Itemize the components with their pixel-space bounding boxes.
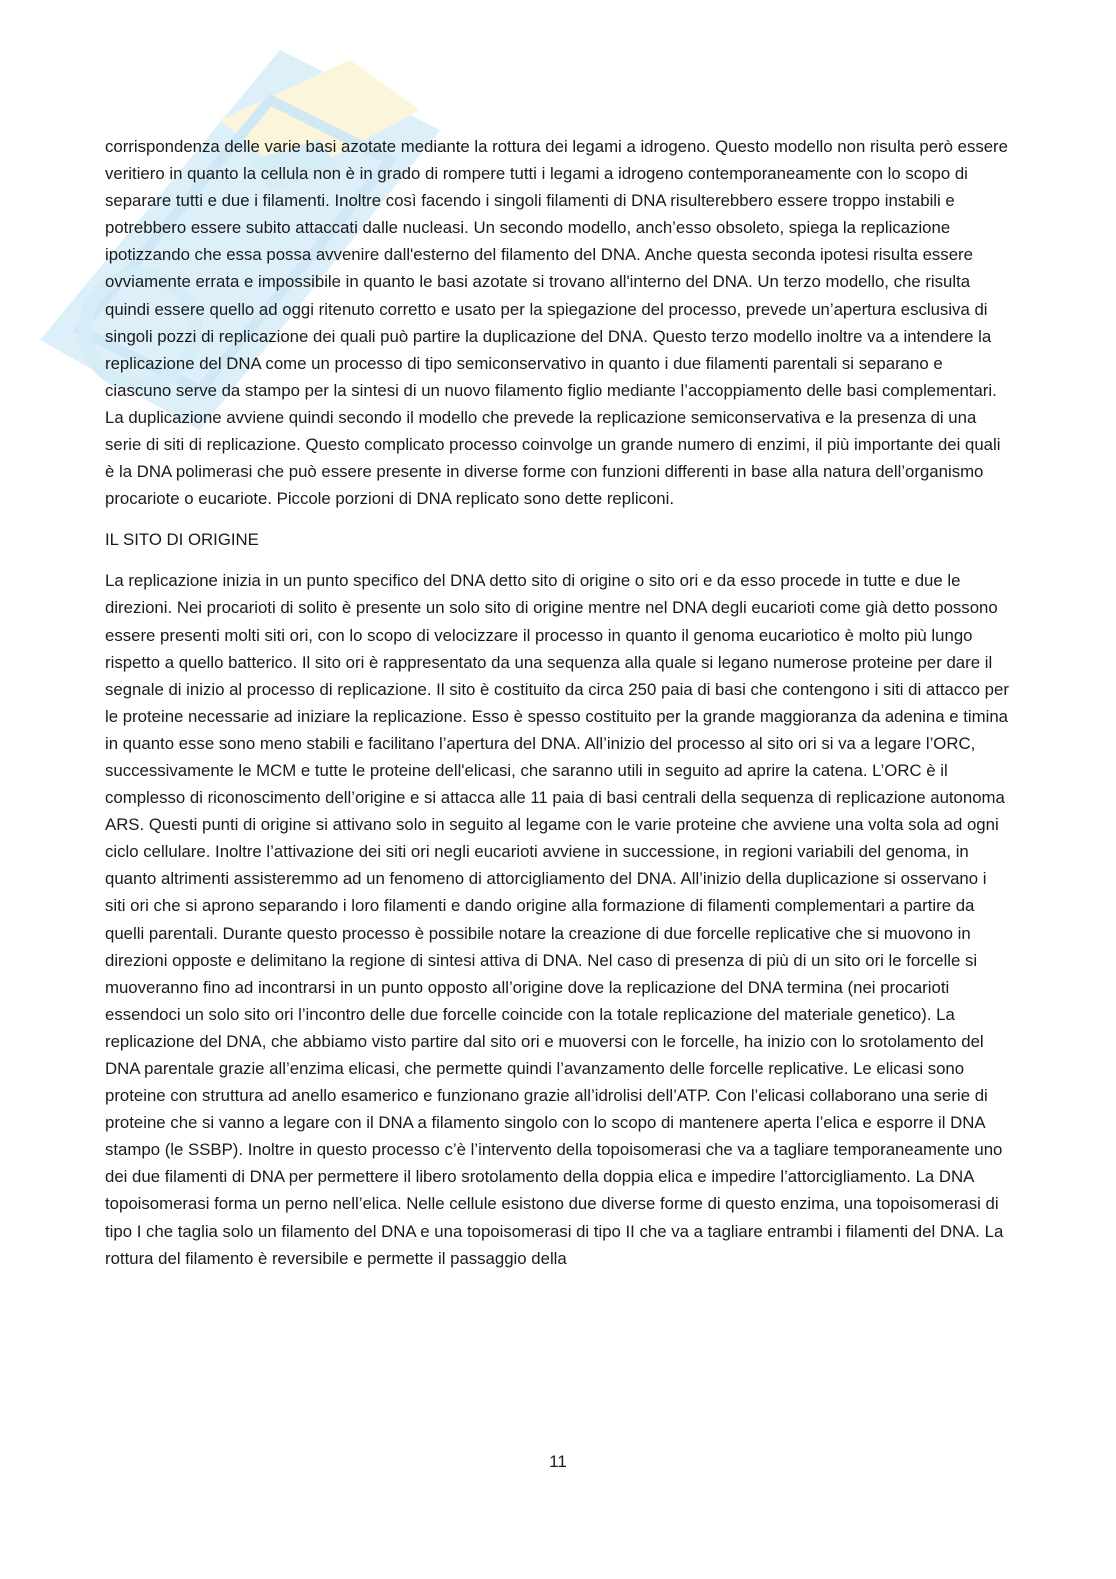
paragraph-origin-site: La replicazione inizia in un punto specifico del DNA detto sito di origine o sito ori e da esso procede in tutte e due le direzioni. Nei procarioti di solito è presente un solo sito di origine mentre nel DNA degli eucarioti come già detto possono essere presenti molti siti ori, con lo scopo di velocizzare il processo in quanto il genoma eucariotico è molto più lungo rispetto a quello batterico. Il sito ori è rappresentato da una sequenza alla quale si legano numerose proteine per dare il segnale di inizio al processo di replicazione. Il sito è costituito da circa 250 paia di basi che contengono i siti di attacco per le proteine necessarie ad iniziare la replicazione. Esso è spesso costituito per la grande maggioranza da adenina e timina in quanto esse sono meno stabili e facilitano l’apertura del DNA. All’inizio del processo al sito ori si va a legare l’ORC, successivamente le MCM e tutte le proteine dell'elicasi, che saranno utili in seguito ad aprire la catena. L’ORC è il complesso di riconoscimento dell’origine e si attacca alle 11 paia di basi centrali della sequenza di replicazione autonoma ARS. Questi punti di origine si attivano solo in seguito al legame con le varie proteine che avviene una volta sola ad ogni ciclo cellulare. Inoltre l’attivazione dei siti ori negli eucarioti avviene in successione, in regioni variabili del genoma, in quanto altrimenti assisteremmo ad un fenomeno di attorcigliamento del DNA. All’inizio della duplicazione si osservano i siti ori che si aprono separando i loro filamenti e dando origine alla formazione di filamenti complementari a partire da quelli parentali. Durante questo processo è possibile notare la creazione di due forcelle replicative che si muovono in direzioni opposte e delimitano la regione di sintesi attiva di DNA. Nel caso di presenza di più di un sito ori le forcelle si muoveranno fino ad incontrarsi in un punto opposto all’origine dove la replicazione del DNA termina (nei procarioti essendoci un solo sito ori l’incontro delle due forcelle coincide con la totale replicazione del materiale genetico). La replicazione del DNA, che abbiamo visto partire dal sito ori e muoversi con le forcelle, ha inizio con lo srotolamento del DNA parentale grazie all’enzima elicasi, che permette quindi l’avanzamento delle forcelle replicative. Le elicasi sono proteine con struttura ad anello esamerico e funzionano grazie all’idrolisi dell’ATP. Con l’elicasi collaborano una serie di proteine che si vanno a legare con il DNA a filamento singolo con lo scopo di mantenere aperta l’elica e esporre il DNA stampo (le SSBP). Inoltre in questo processo c’è l’intervento della topoisomerasi che va a tagliare temporaneamente uno dei due filamenti di DNA per permettere il libero srotolamento della doppia elica e impedire l’attorcigliamento. La DNA topoisomerasi forma un perno nell’elica. Nelle cellule esistono due diverse forme di questo enzima, una topoisomerasi di tipo I che taglia solo un filamento del DNA e una topoisomerasi di tipo II che va a tagliare entrambi i filamenti del DNA. La rottura del filamento è reversibile e permette il passaggio della <box>105 571 1009 1268</box>
paragraph-replication-models: corrispondenza delle varie basi azotate mediante la rottura dei legami a idrogeno. Questo modello non risulta però essere veritiero in quanto la cellula non è in grado di rompere tutti i legami a idrogeno contemporaneamente con lo scopo di separare tutti e due i filamenti. Inoltre così facendo i singoli filamenti di DNA risulterebbero essere troppo instabili e potrebbero essere subito attaccati dalle nucleasi. Un secondo modello, anch’esso obsoleto, spiega la replicazione ipotizzando che essa possa avvenire dall'esterno del filamento del DNA. Anche questa seconda ipotesi risulta essere ovviamente errata e impossibile in quanto le basi azotate si trovano all'interno del DNA. Un terzo modello, che risulta quindi essere quello ad oggi ritenuto corretto e usato per la spiegazione del processo, prevede un’apertura esclusiva di singoli pozzi di replicazione dei quali può partire la duplicazione del DNA. Questo terzo modello inoltre va a intendere la replicazione del DNA come un processo di tipo semiconservativo in quanto i due filamenti parentali si separano e ciascuno serve da stampo per la sintesi di un nuovo filamento figlio mediante l’accoppiamento delle basi complementari. La duplicazione avviene quindi secondo il modello che prevede la replicazione semiconservativa e la presenza di una serie di siti di replicazione. Questo complicato processo coinvolge un grande numero di enzimi, il più importante dei quali è la DNA polimerasi che può essere presente in diverse forme con funzioni differenti in base alla natura dell’organismo procariote o eucariote. Piccole porzioni di DNA replicato sono dette repliconi. <box>105 137 1008 509</box>
page-number: 11 <box>549 1452 567 1471</box>
page-body <box>105 133 1010 1272</box>
section-heading: IL SITO DI ORIGINE <box>105 530 259 550</box>
